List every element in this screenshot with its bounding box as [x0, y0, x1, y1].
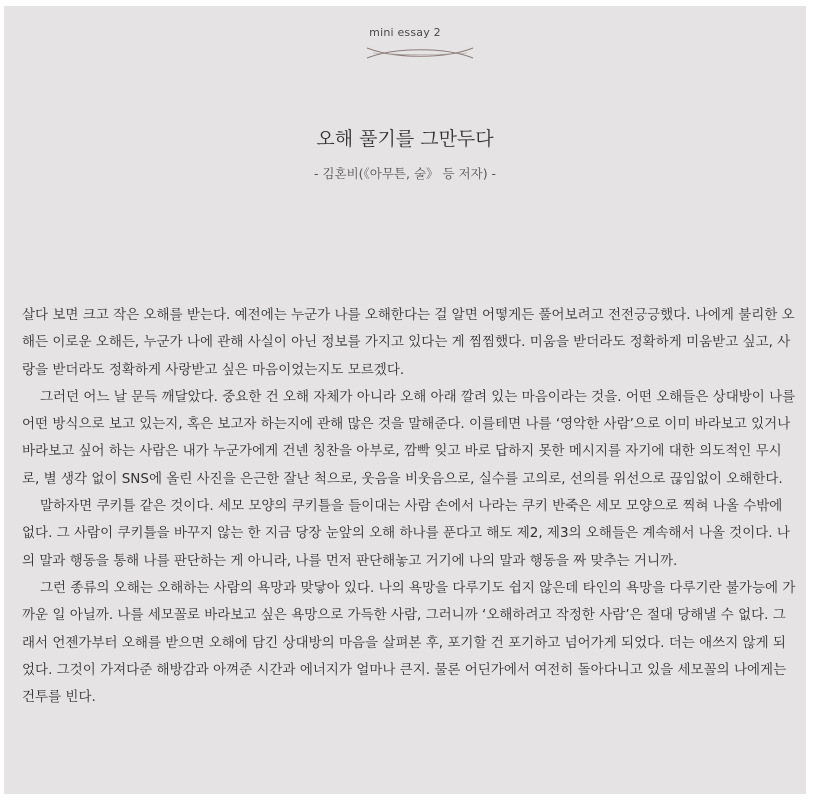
author-byline: - 김혼비(《아무튼, 술》 등 저자) -: [313, 166, 497, 181]
essay-body: [22, 302, 798, 711]
paragraph-4: 그런 종류의 오해는 오해하는 사람의 욕망과 맞닿아 있다. 나의 욕망을 다루기도 쉽지 않은데 타인의 욕망을 다루기란 불가능에 가까운 일 아닐까. 나를 세모꼴로 바라보고 싶은 욕망으로 가득한 사람, 그러니까 ‘오해하려고 작정한 사람’은 절대 당해낼 수 없다. 그래서 언젠가부터 오해를 받으면 오해에 담긴 상대방의 마음을 살펴본 후, 포기할 건 포기하고 넘어가게 되었다. 더는 애쓰지 않게 되었다. 그것이 가져다준 해방감과 아껴준 시간과 에너지가 얼마나 큰지. 물론 어딘가에서 여전히 돌아다니고 있을 세모꼴의 나에게는 건투를 빈다.: [22, 579, 796, 706]
series-label: mini essay 2: [369, 26, 441, 39]
paragraph-1: 살다 보면 크고 작은 오해를 받는다. 예전에는 누군가 나를 오해한다는 걸 알면 어떻게든 풀어보려고 전전긍긍했다. 나에게 불리한 오해든 이로운 오해든, 누군가 나에 관해 사실이 아닌 정보를 가지고 있다는 게 찜찜했다. 미움을 받더라도 정확하게 미움받고 싶고, 사랑을 받더라도 정확하게 사랑받고 싶은 마음이었는지도 모르겠다.: [22, 307, 795, 378]
essay-title: 오해 풀기를 그만두다: [316, 128, 494, 150]
essay-card: [4, 6, 806, 794]
divider-ornament-icon: [365, 43, 475, 63]
paragraph-2: 그러던 어느 날 문득 깨달았다. 중요한 건 오해 자체가 아니라 오해 아래 깔려 있는 마음이라는 것을. 어떤 오해들은 상대방이 나를 어떤 방식으로 보고 있는지, 혹은 보고자 하는지에 관해 많은 것을 말해준다. 이를테면 나를 ‘영악한 사람’으로 이미 바라보고 있거나 바라보고 싶어 하는 사람은 내가 누군가에게 건넨 칭찬을 아부로, 깜빡 잊고 바로 답하지 못한 메시지를 자기에 대한 의도적인 무시로, 별 생각 없이 SNS에 올린 사진을 은근한 잘난 척으로, 웃음을 비웃음으로, 실수를 고의로, 선의를 위선으로 끊임없이 오해한다.: [22, 388, 796, 487]
paragraph-3: 말하자면 쿠키틀 같은 것이다. 세모 모양의 쿠키틀을 들이대는 사람 손에서 나라는 쿠키 반죽은 세모 모양으로 찍혀 나올 수밖에 없다. 그 사람이 쿠키틀을 바꾸지 않는 한 지금 당장 눈앞의 오해 하나를 푼다고 해도 제2, 제3의 오해들은 계속해서 나올 것이다. 나의 말과 행동을 통해 나를 판단하는 게 아니라, 나를 먼저 판단해놓고 거기에 나의 말과 행동을 짜 맞추는 거니까.: [22, 498, 790, 569]
